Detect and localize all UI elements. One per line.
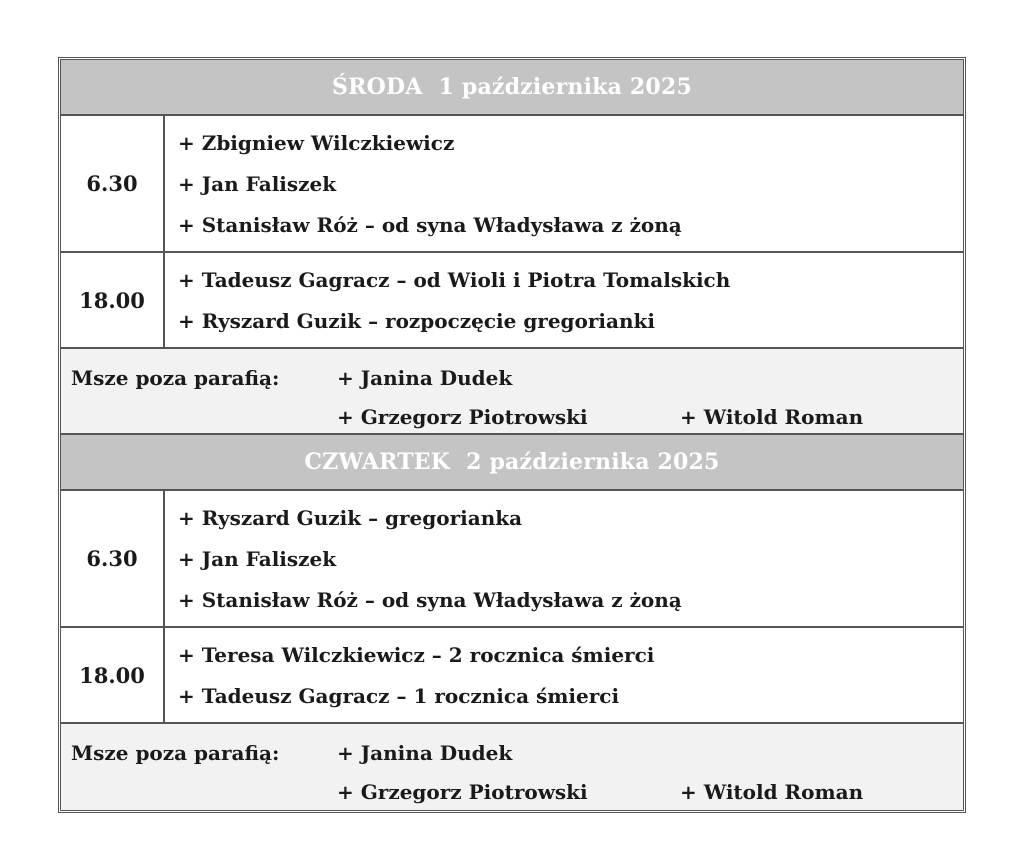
outside-intention: + Witold Roman: [680, 780, 864, 804]
intention: + Stanisław Róż – od syna Władysława z żoną: [178, 588, 682, 612]
intention-list: [165, 253, 963, 347]
intention-list: [165, 491, 963, 626]
mass-row: [61, 628, 963, 724]
outside-parish-masses: [61, 724, 963, 810]
day-date: 2 października 2025: [466, 449, 720, 475]
mass-time: 6.30: [61, 116, 165, 251]
mass-time: 18.00: [61, 628, 165, 722]
intention: + Tadeusz Gagracz – 1 rocznica śmierci: [178, 684, 620, 708]
day-header-thursday: [61, 435, 963, 491]
mass-time: 6.30: [61, 491, 165, 626]
mass-schedule-table: [60, 59, 964, 811]
intention: + Stanisław Róż – od syna Władysława z żoną: [178, 213, 682, 237]
intention: + Jan Faliszek: [178, 547, 337, 571]
intention-list: [165, 116, 963, 251]
mass-row: [61, 253, 963, 349]
intention: + Tadeusz Gagracz – od Wioli i Piotra Tomalskich: [178, 268, 731, 292]
day-date: 1 października 2025: [438, 74, 692, 100]
mass-time: 18.00: [61, 253, 165, 347]
outside-label: Msze poza parafią:: [71, 741, 280, 765]
outside-label: Msze poza parafią:: [71, 366, 280, 390]
outside-parish-masses: [61, 349, 963, 435]
outside-intention: + Grzegorz Piotrowski: [337, 405, 588, 429]
day-weekday: CZWARTEK: [304, 449, 451, 475]
outside-intention: + Witold Roman: [680, 405, 864, 429]
mass-row: [61, 491, 963, 628]
intention: + Jan Faliszek: [178, 172, 337, 196]
mass-row: [61, 116, 963, 253]
outside-intention: + Janina Dudek: [337, 741, 513, 765]
intention: + Teresa Wilczkiewicz – 2 rocznica śmierci: [178, 643, 655, 667]
intention: + Ryszard Guzik – gregorianka: [178, 506, 523, 530]
intention: + Ryszard Guzik – rozpoczęcie gregorianki: [178, 309, 655, 333]
day-header-wednesday: [61, 60, 963, 116]
day-weekday: ŚRODA: [332, 74, 423, 100]
intention-list: [165, 628, 963, 722]
outside-intention: + Grzegorz Piotrowski: [337, 780, 588, 804]
intention: + Zbigniew Wilczkiewicz: [178, 131, 455, 155]
outside-intention: + Janina Dudek: [337, 366, 513, 390]
